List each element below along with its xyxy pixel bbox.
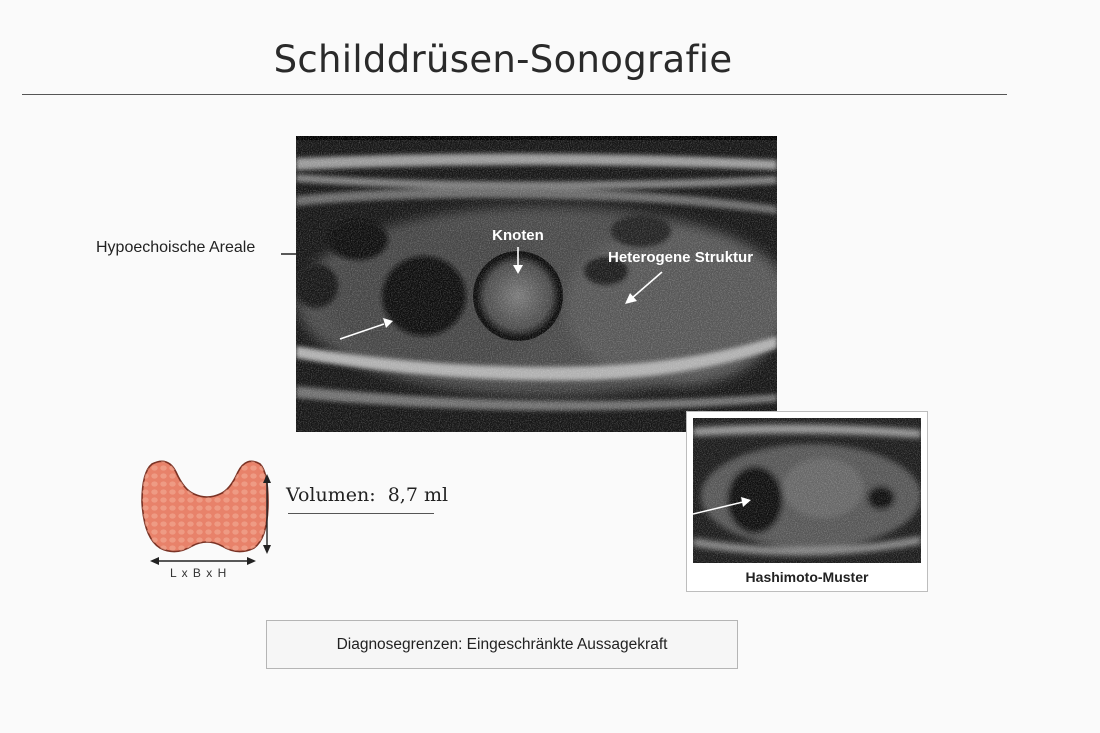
- volume-underline: [288, 513, 434, 514]
- diagnosis-limits-box: [266, 620, 738, 669]
- label-knoten: Knoten: [492, 227, 544, 244]
- dimension-label: L x B x H: [170, 566, 228, 580]
- title-divider: [22, 94, 1007, 95]
- ultrasound-main-image: [296, 136, 777, 432]
- label-hypoechoic-areas: Hypoechoische Areale: [96, 239, 256, 256]
- inset-caption: Hashimoto-Muster: [745, 569, 869, 585]
- ultrasound-inset-image: [693, 418, 921, 563]
- page-title: Schilddrüsen-Sonografie: [273, 38, 733, 81]
- label-heterogeneous-structure: Heterogene Struktur: [608, 249, 754, 266]
- volume-value: 8,7 ml: [387, 484, 449, 506]
- volume-readout: [286, 484, 448, 506]
- diagnosis-limits-text: Diagnosegrenzen: Eingeschränkte Aussagekraft: [336, 635, 668, 653]
- volume-label: Volumen:: [286, 484, 376, 506]
- inset-hashimoto-panel: [686, 411, 928, 592]
